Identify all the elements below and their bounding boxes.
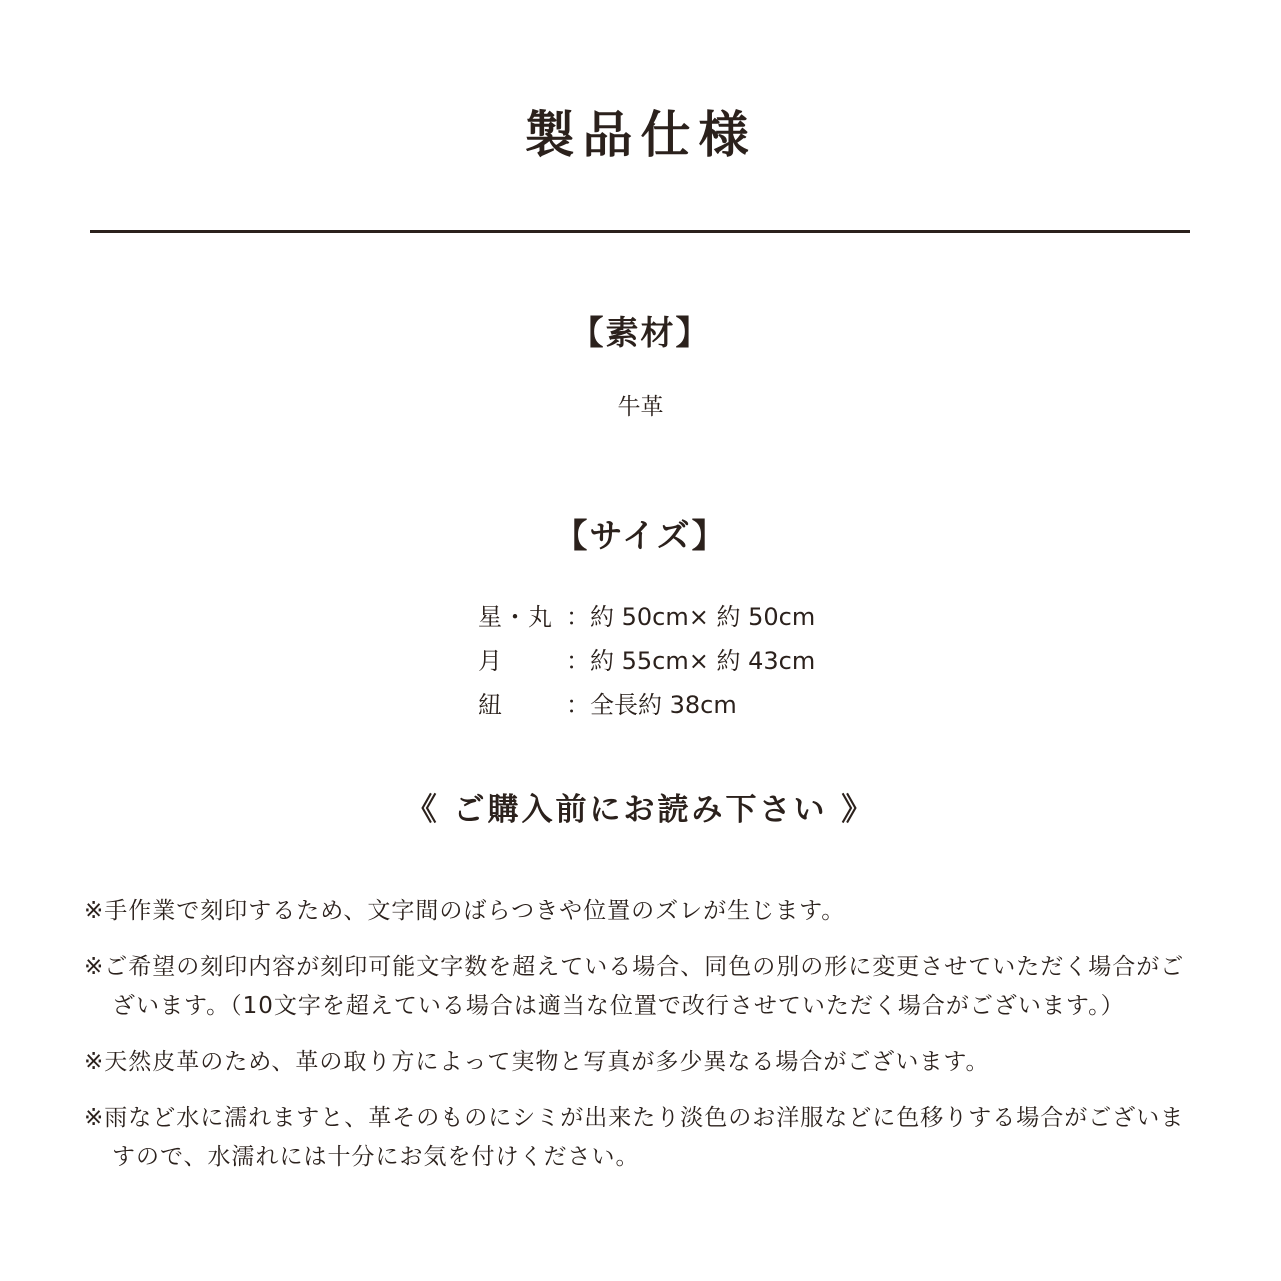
notice-list — [84, 892, 1194, 1194]
title-divider — [90, 230, 1190, 233]
size-row-star-circle — [478, 595, 815, 639]
notice-item: ※天然皮革のため、革の取り方によって実物と写真が多少異なる場合がございます。 — [84, 1049, 990, 1075]
notice-item: ※雨など水に濡れますと、革そのものにシミが出来たり淡色のお洋服などに色移りする場合がございますので、水濡れには十分にお気を付けください。 — [84, 1105, 1185, 1170]
material-heading: 【素材】 — [570, 313, 711, 352]
size-label: 月 — [478, 647, 503, 675]
size-label: 星・丸 — [478, 603, 553, 631]
size-value: ：約 50cm× 約 50cm — [566, 603, 816, 631]
material-value: 牛革 — [617, 394, 664, 420]
size-row-moon — [478, 639, 815, 683]
notice-item: ※手作業で刻印するため、文字間のばらつきや位置のズレが生じます。 — [84, 898, 846, 924]
notice-item: ※ご希望の刻印内容が刻印可能文字数を超えている場合、同色の別の形に変更させていただく場合がございます。（10文字を超えている場合は適当な位置で改行させていただく場合がございます。） — [84, 954, 1185, 1019]
size-label: 紐 — [478, 691, 503, 719]
notice-heading: 《 ご購入前にお読み下さい 》 — [405, 792, 876, 828]
size-table — [478, 595, 815, 727]
size-heading: 【サイズ】 — [554, 516, 727, 555]
size-value: ：全長約 38cm — [566, 691, 737, 719]
size-row-cord — [478, 683, 815, 727]
page-title: 製品仕様 — [524, 106, 757, 164]
size-value: ：約 55cm× 約 43cm — [566, 647, 816, 675]
